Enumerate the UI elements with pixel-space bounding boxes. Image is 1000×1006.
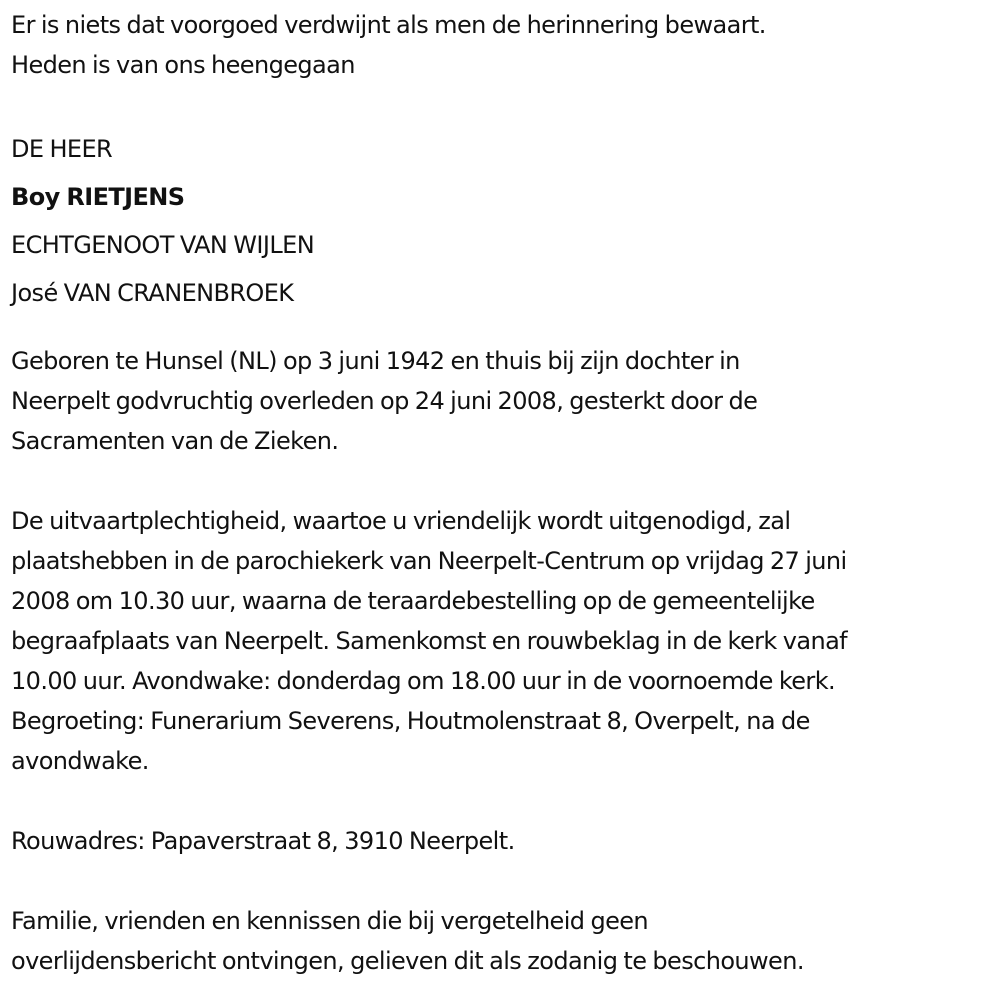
paragraph-line: Geboren te Hunsel (NL) op 3 juni 1942 en thuis bij zijn dochter in xyxy=(11,347,740,375)
closing-paragraph xyxy=(11,901,996,981)
address-paragraph xyxy=(11,821,996,861)
spacer xyxy=(11,461,996,501)
intro-quote: Er is niets dat voorgoed verdwijnt als men de herinnering bewaart. xyxy=(11,11,766,39)
deceased-title: DE HEER xyxy=(11,135,113,163)
funeral-paragraph xyxy=(11,501,996,781)
paragraph-line: De uitvaartplechtigheid, waartoe u vriendelijk wordt uitgenodigd, zal xyxy=(11,507,791,535)
paragraph-line: Neerpelt godvruchtig overleden op 24 juni 2008, gesterkt door de xyxy=(11,387,758,415)
deceased-block xyxy=(11,125,996,317)
paragraph-line: 2008 om 10.30 uur, waarna de teraardebestelling op de gemeentelijke xyxy=(11,587,815,615)
spacer xyxy=(11,317,996,341)
paragraph-line: Sacramenten van de Zieken. xyxy=(11,427,339,455)
obituary-notice xyxy=(11,5,996,981)
deceased-relation: ECHTGENOOT VAN WIJLEN xyxy=(11,231,315,259)
spacer xyxy=(11,85,996,125)
intro-paragraph xyxy=(11,5,996,85)
paragraph-line: plaatshebben in de parochiekerk van Neerpelt-Centrum op vrijdag 27 juni xyxy=(11,547,847,575)
paragraph-line: 10.00 uur. Avondwake: donderdag om 18.00 uur in de voornoemde kerk. xyxy=(11,667,836,695)
paragraph-line: begraafplaats van Neerpelt. Samenkomst en rouwbeklag in de kerk vanaf xyxy=(11,627,848,655)
mourning-address: Rouwadres: Papaverstraat 8, 3910 Neerpelt. xyxy=(11,827,515,855)
intro-announcement: Heden is van ons heengegaan xyxy=(11,51,355,79)
paragraph-line: avondwake. xyxy=(11,747,149,775)
spouse-name: José VAN CRANENBROEK xyxy=(11,279,294,307)
spacer xyxy=(11,861,996,901)
spacer xyxy=(11,781,996,821)
paragraph-line: Begroeting: Funerarium Severens, Houtmolenstraat 8, Overpelt, na de xyxy=(11,707,810,735)
deceased-name: Boy RIETJENS xyxy=(11,183,185,211)
paragraph-line: Familie, vrienden en kennissen die bij vergetelheid geen xyxy=(11,907,649,935)
paragraph-line: overlijdensbericht ontvingen, gelieven dit als zodanig te beschouwen. xyxy=(11,947,804,975)
birth-death-paragraph xyxy=(11,341,996,461)
